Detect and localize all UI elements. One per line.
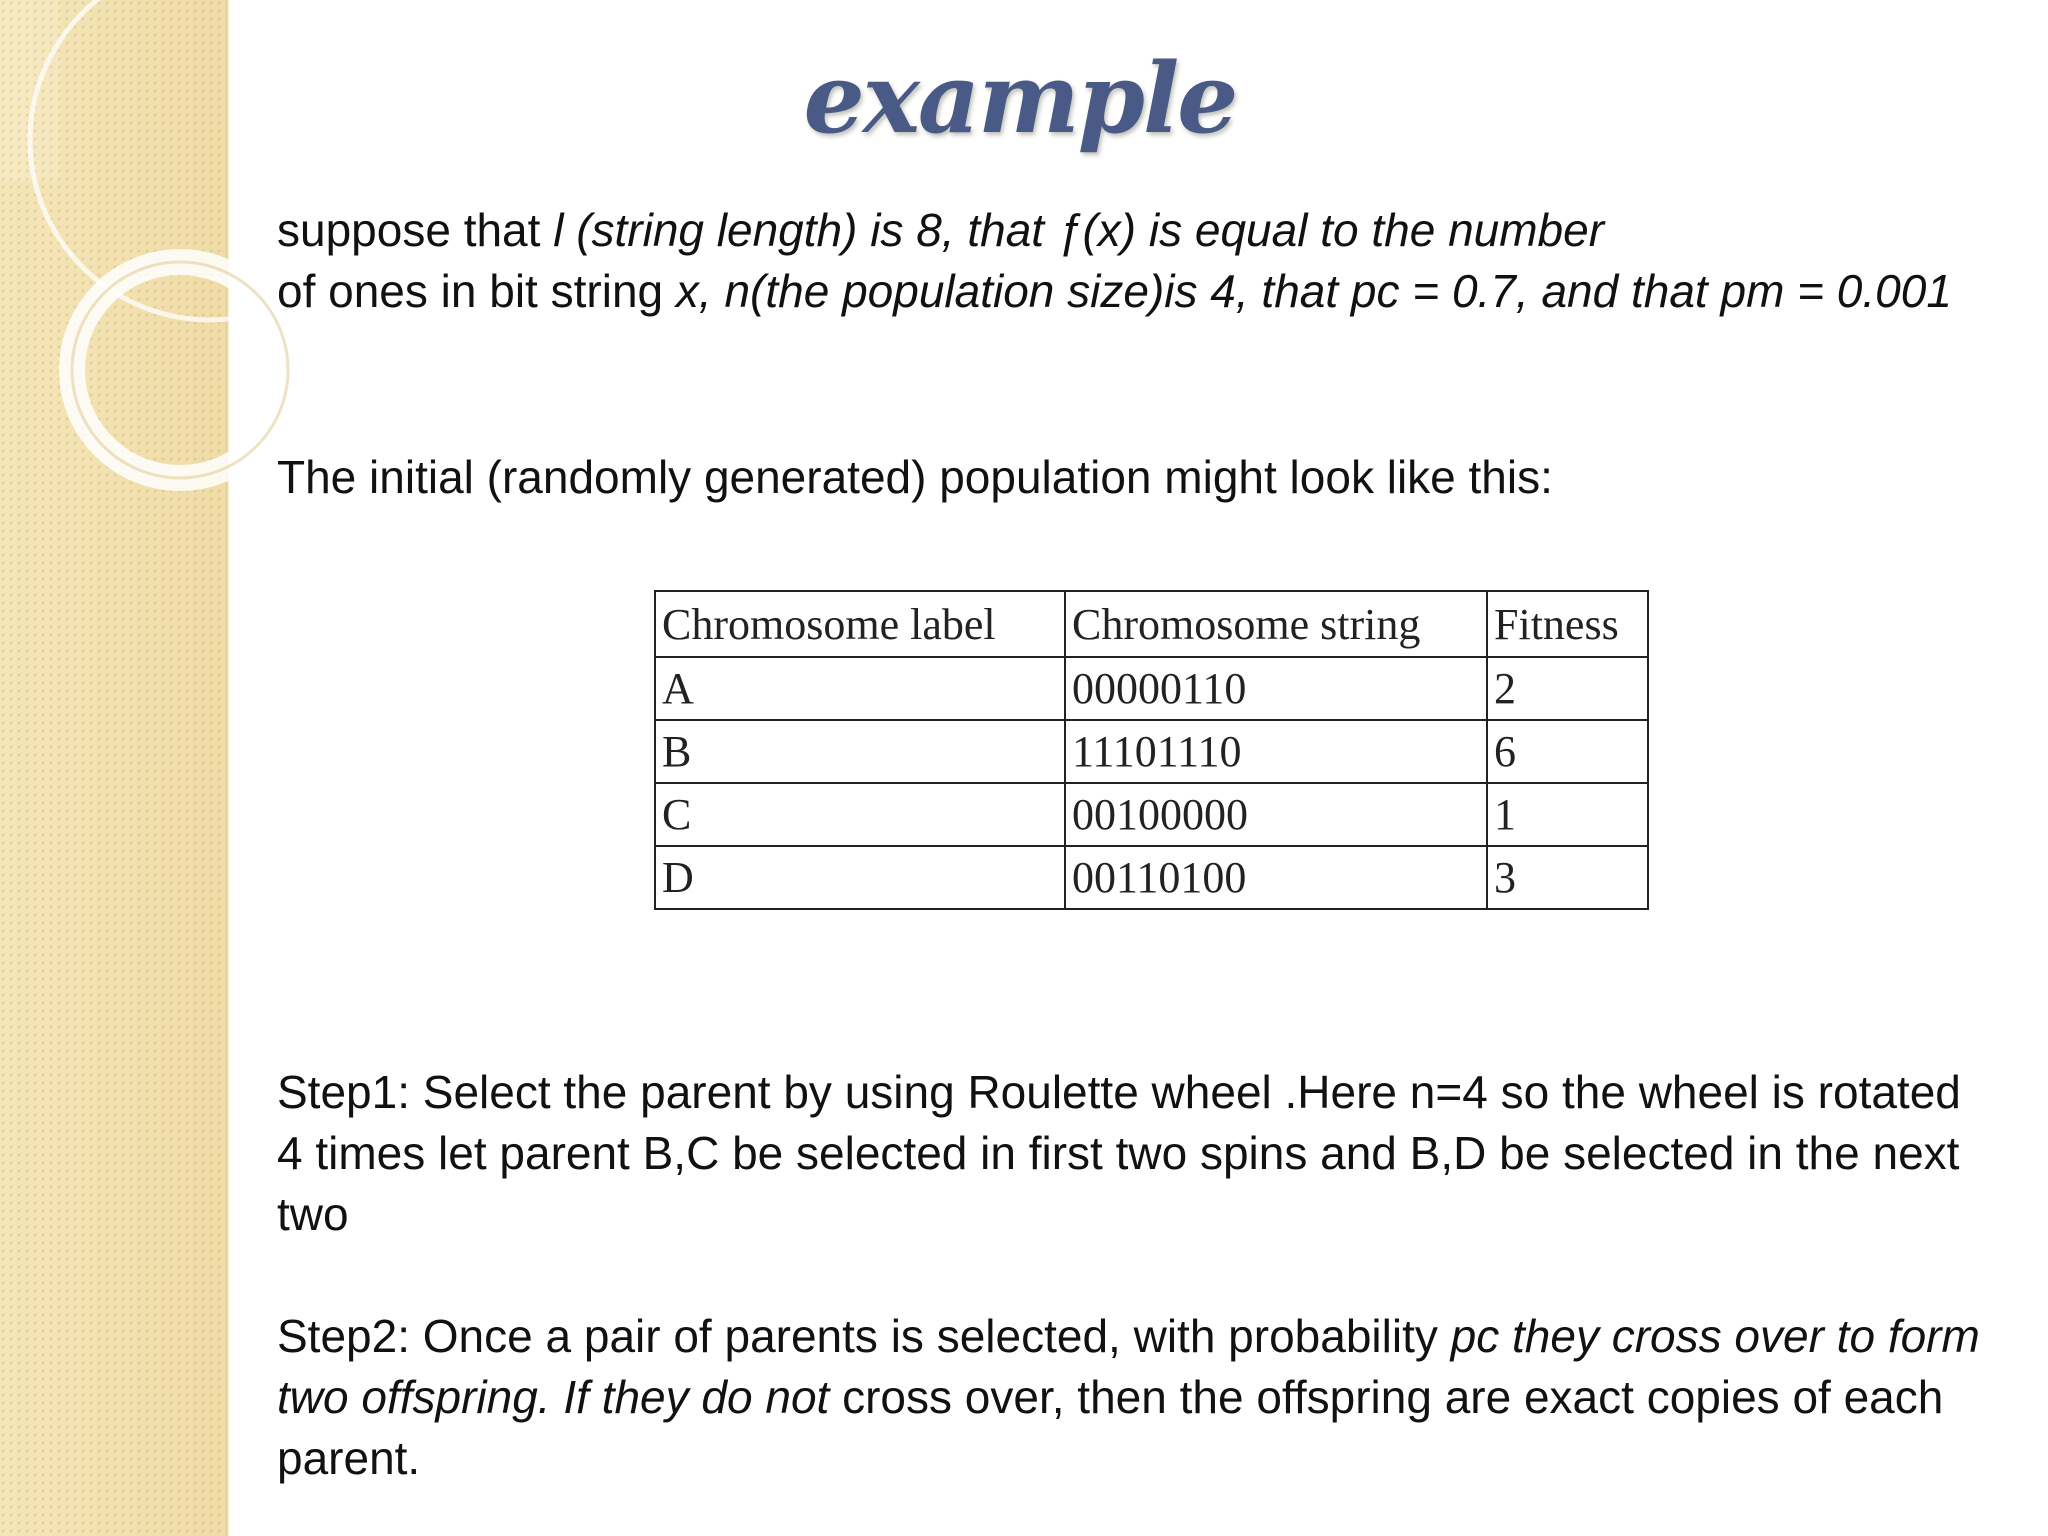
problem-text-3: of ones in bit string (277, 265, 676, 317)
fitness-value: 3 (1487, 846, 1648, 909)
table-row (655, 783, 1648, 846)
step2-text-3: cross over, then the offspring are exact copies of each parent. (277, 1371, 1944, 1484)
chromosome-string: 00100000 (1065, 783, 1487, 846)
chromosome-label: C (655, 783, 1065, 846)
chromosome-string: 11101110 (1065, 720, 1487, 783)
column-header-string: Chromosome string (1065, 591, 1487, 657)
table-row (655, 846, 1648, 909)
step2-text (277, 1306, 1987, 1489)
slide-title: example (803, 42, 1237, 155)
population-intro: The initial (randomly generated) population might look like this: (277, 451, 1553, 503)
table-row (655, 657, 1648, 720)
decorative-rings (0, 0, 320, 560)
problem-text-1: suppose that (277, 204, 554, 256)
column-header-fitness: Fitness (1487, 591, 1648, 657)
column-header-label: Chromosome label (655, 591, 1065, 657)
fitness-value: 2 (1487, 657, 1648, 720)
chromosome-label: A (655, 657, 1065, 720)
fitness-value: 1 (1487, 783, 1648, 846)
problem-statement (277, 200, 1997, 322)
fitness-value: 6 (1487, 720, 1648, 783)
step1-text: Step1: Select the parent by using Roulette wheel .Here n=4 so the wheel is rotated 4 times let parent B,C be selected in first two spins and B,D be selected in the next two (277, 1066, 1961, 1240)
chromosome-string: 00000110 (1065, 657, 1487, 720)
step2-text-2: pc they cross over to form two offspring. If they do not (277, 1310, 1980, 1423)
problem-text-2: l (string length) is 8, that ƒ(x) is equal to the number (553, 204, 1605, 256)
step2-text-1: Step2: Once a pair of parents is selected, with probability (277, 1310, 1451, 1362)
problem-text-4: x, n(the population size)is 4, that pc = 0.7, and that pm = 0.001 (675, 265, 1952, 317)
population-table (654, 590, 1649, 910)
chromosome-label: B (655, 720, 1065, 783)
chromosome-string: 00110100 (1065, 846, 1487, 909)
table-row (655, 720, 1648, 783)
table-header-row (655, 591, 1648, 657)
chromosome-label: D (655, 846, 1065, 909)
